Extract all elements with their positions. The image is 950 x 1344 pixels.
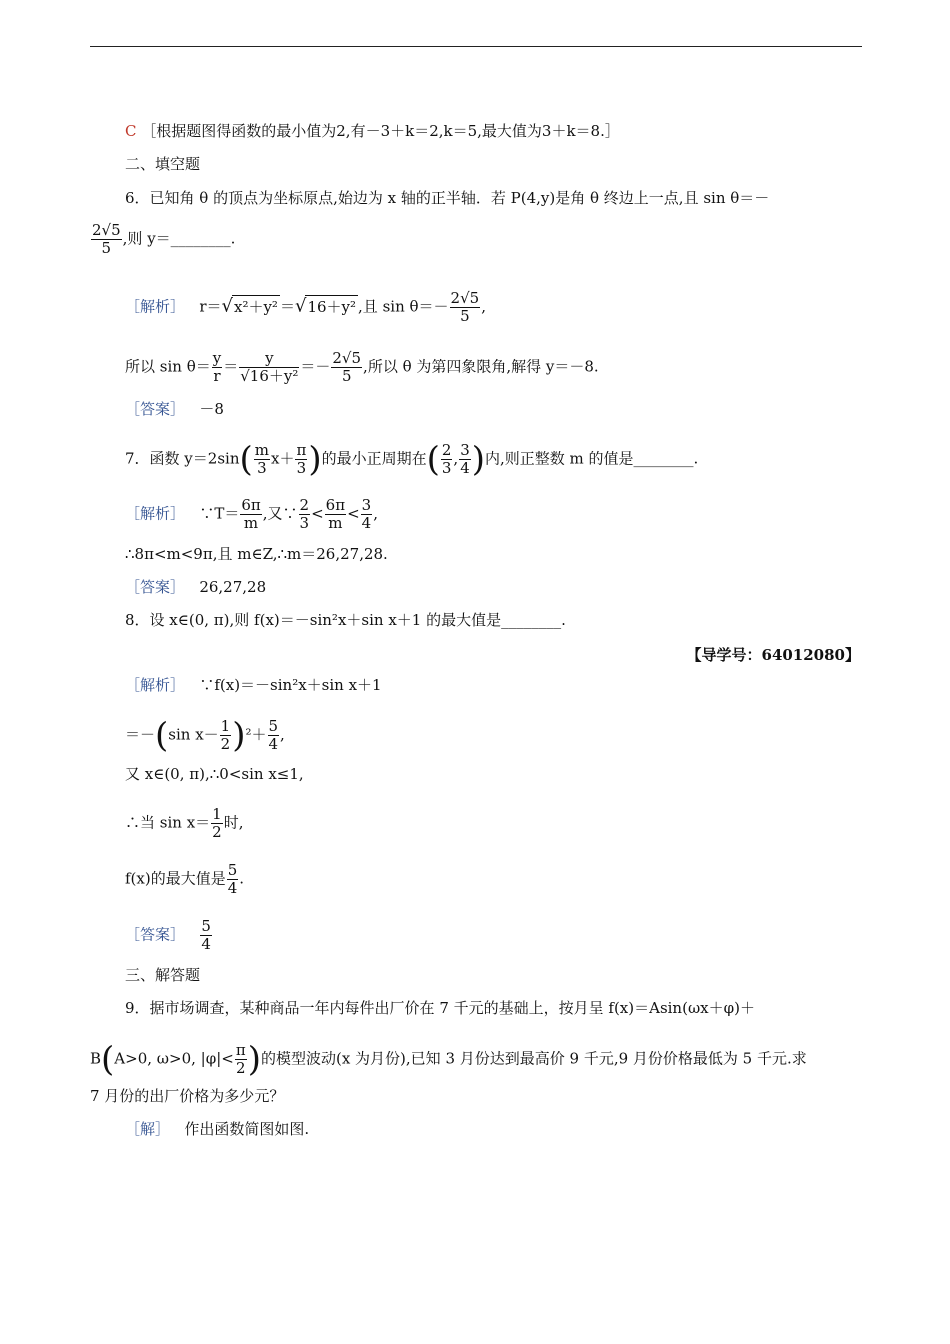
analysis-tag: ［解析］ [125, 504, 186, 523]
q5-answer [125, 120, 620, 142]
guide-number: 【导学号：64012080】 [686, 646, 860, 664]
q6-question-line1: 6．已知角 θ 的顶点为坐标原点,始边为 x 轴的正半轴．若 P(4,y)是角 θ 终边上一点,且 sin θ＝－ [125, 189, 770, 207]
solution-tag: ［解］ [125, 1120, 171, 1138]
q8-answer: ［答案］ $\frac{5}{4}$ [125, 917, 211, 953]
answer-tag: ［答案］ [125, 578, 186, 596]
q6-answer: ［答案］ －8 [125, 400, 224, 418]
analysis-tag: ［解析］ [125, 676, 186, 694]
q8-solution-line4: ∴当 sin x＝ $\frac{1}{2}$ 时, [125, 805, 244, 841]
q7-solution-line1: ［解析］ ∵T＝ $\frac{6\pi}{m}$ ,又∵ $\frac{2}{3}$ < $\frac{6\pi}{m}$ < $\frac{3}{4}$ , [125, 496, 378, 532]
q6-fraction: $\frac{2√5}{5}$ [92, 221, 121, 257]
q8-question: 8．设 x∈(0, π),则 f(x)＝－sin²x＋sin x＋1 的最大值是________. [125, 611, 566, 629]
q5-text: ［根据题图得函数的最小值为2,有－3＋k＝2,k＝5,最大值为3＋k＝8.］ [141, 122, 620, 140]
q7-solution-line2: ∴8π<m<9π,且 m∈Z,∴m＝26,27,28. [125, 545, 388, 563]
q8-solution-line1: ［解析］ ∵f(x)＝－sin²x＋sin x＋1 [125, 676, 382, 694]
q9-question-line3: 7 月份的出厂价格为多少元？ [90, 1087, 285, 1105]
q8-solution-line2: ＝－(sin x－ $\frac{1}{2}$ )²＋ $\frac{5}{4}$ , [125, 715, 285, 756]
section-fill-blank-heading: 二、填空题 [125, 155, 201, 173]
header-rule [90, 46, 862, 47]
section-solve-heading: 三、解答题 [125, 966, 201, 984]
q5-letter: C [125, 122, 137, 140]
answer-tag: ［答案］ [125, 400, 186, 418]
q9-question-line2: B(A>0, ω>0, |φ|< $\frac{\pi}{2}$ )的模型波动(x 为月份),已知 3 月份达到最高价 9 千元,9 月份价格最低为 5 千元.求 [90, 1039, 807, 1080]
q8-solution-line5: f(x)的最大值是 $\frac{5}{4}$ . [125, 861, 245, 897]
q6-solution-line2: 所以 sin θ＝ $\frac{y}{r}$ ＝ $\frac{y}{\text{√16＋y²}}$ ＝－ $\frac{2√5}{5}$ ,所以 θ 为第四象限角,解得 y＝－8. [125, 349, 599, 385]
q9-solution: ［解］ 作出函数简图如图. [125, 1120, 310, 1138]
answer-tag: ［答案］ [125, 925, 186, 944]
q6-question-line2: $\frac{2√5}{5}$ ,则 y＝________. [92, 221, 236, 257]
q7-question: 7．函数 y＝2sin( $\frac{m}{3}$ x＋ $\frac{\pi}{3}$ )的最小正周期在( $\frac{2}{3}$ , $\frac{3}{4}$ )内,则正整数 m 的值是________. [125, 439, 699, 480]
q7-answer: ［答案］ 26,27,28 [125, 578, 267, 596]
q8-solution-line3: 又 x∈(0, π),∴0<sin x≤1, [125, 765, 304, 783]
q6-solution-line1: ［解析］ r＝√x²＋y² ＝√16＋y² ,且 sin θ＝－ $\frac{2√5}{5}$ , [125, 289, 486, 325]
q9-question-line1: 9．据市场调查，某种商品一年内每件出厂价在 7 千元的基础上，按月呈 f(x)＝Asin(ωx＋φ)＋ [125, 999, 755, 1017]
analysis-tag: ［解析］ [125, 297, 186, 316]
